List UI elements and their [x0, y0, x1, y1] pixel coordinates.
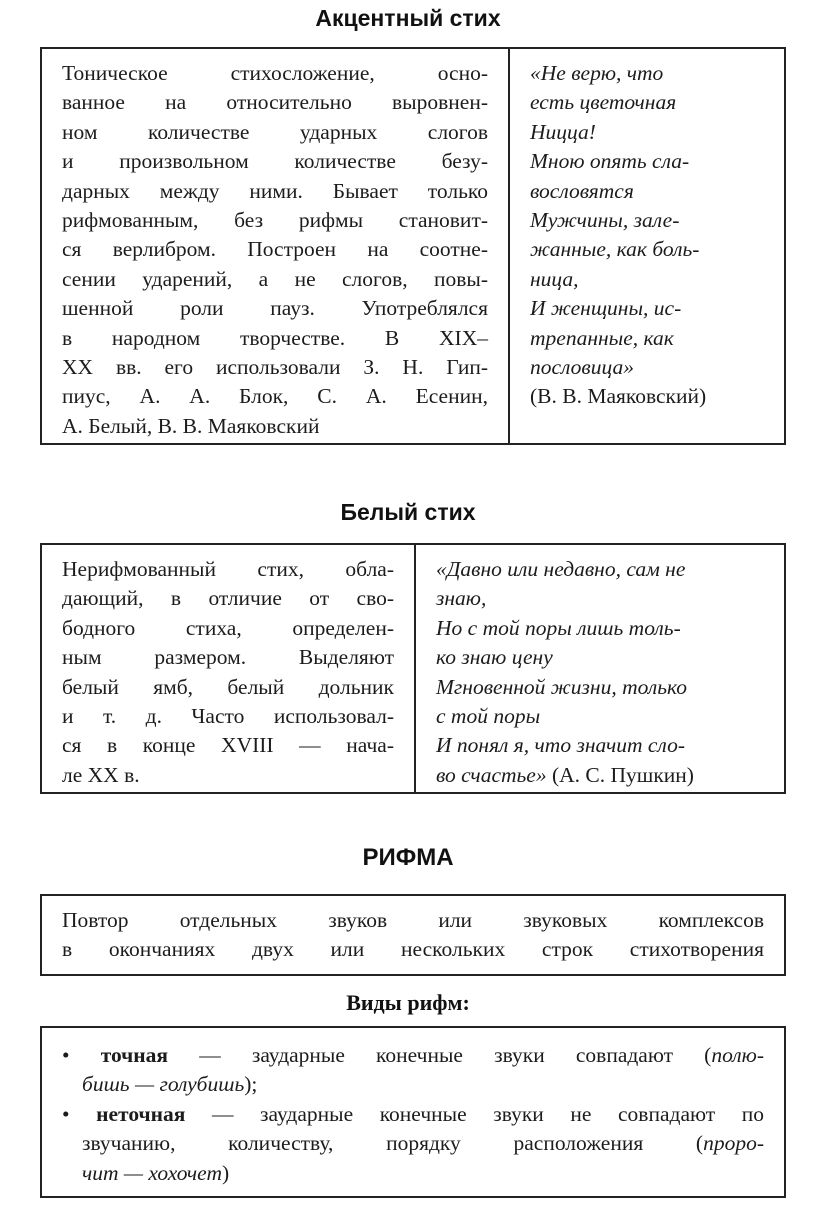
rhyme-kinds-box	[40, 1026, 786, 1198]
definition-line: дарных между ними. Бывает только	[62, 178, 488, 203]
definition-line: в народном творчестве. В XIX–	[62, 325, 488, 350]
rhyme-kind-text: );	[244, 1072, 258, 1097]
example-line: И женщины, ис-	[530, 296, 682, 321]
example-line: «Давно или недавно, сам не	[436, 557, 686, 581]
definition-line: ле XX в.	[62, 762, 140, 787]
blank-verse-definition	[42, 545, 414, 792]
example-line: вословятся	[530, 178, 634, 203]
example-line: Но с той поры лишь толь-	[436, 615, 681, 640]
example-line: Мужчины, зале-	[530, 208, 680, 233]
rhyme-kind-example: бишь — голубишь	[82, 1072, 245, 1097]
rhyme-kind-inexact-cont	[62, 1129, 764, 1158]
rhyme-kind-inexact	[62, 1100, 764, 1129]
accent-verse-table	[40, 47, 786, 445]
definition-line: сении ударений, а не слогов, повы-	[62, 266, 488, 291]
definition-line: Нерифмованный стих, обла-	[62, 557, 394, 581]
example-line: ница,	[530, 266, 579, 291]
definition-line: ся верлибром. Построен на соотне-	[62, 237, 488, 262]
definition-line: А. Белый, В. В. Маяковский	[62, 413, 320, 438]
rhyme-definition-line: в окончаниях двух или нескольких строк стихотворения	[62, 937, 764, 962]
rhyme-kind-example: полю-	[711, 1043, 765, 1067]
bullet: •	[62, 1101, 70, 1126]
definition-line: белый ямб, белый дольник	[62, 674, 394, 699]
rhyme-kind-term: неточная	[96, 1101, 186, 1126]
rhyme-kinds-title: Виды рифм:	[346, 990, 470, 1015]
example-author: (А. С. Пушкин)	[546, 762, 694, 787]
definition-line: ся в конце XVIII — нача-	[62, 733, 394, 758]
blank-verse-example	[416, 545, 784, 792]
example-line: во счастье»	[436, 762, 547, 787]
rhyme-kind-inexact-cont	[62, 1159, 764, 1188]
example-line: жанные, как боль-	[530, 237, 700, 262]
rhyme-kind-term: точная	[100, 1043, 169, 1067]
example-line: И понял я, что значит сло-	[436, 733, 685, 758]
example-line: Мгновенной жизни, только	[436, 674, 687, 699]
accent-verse-example	[510, 49, 784, 443]
example-last-line	[436, 761, 772, 790]
example-line: трепанные, как	[530, 325, 674, 350]
rhyme-kind-example: проро-	[703, 1131, 764, 1156]
example-line: «Не верю, что	[530, 61, 664, 85]
blank-verse-table	[40, 543, 786, 794]
rhyme-kind-example: чит — хохочет	[82, 1160, 222, 1185]
rhyme-kind-text: звучанию, количеству, порядку расположения (	[82, 1131, 704, 1156]
example-line: пословица»	[530, 355, 635, 380]
definition-line: ванное на относительно выровнен-	[62, 90, 488, 115]
rhyme-kind-text: — заударные конечные звуки не совпадают по	[185, 1101, 764, 1126]
definition-line: XX вв. его использовали З. Н. Гип-	[62, 355, 488, 380]
definition-line: Тоническое стихосложение, осно-	[62, 61, 488, 85]
example-author: (В. В. Маяковский)	[530, 384, 707, 409]
example-line: с той поры	[436, 704, 541, 729]
example-line: Мною опять сла-	[530, 149, 690, 174]
example-line: знаю,	[436, 586, 487, 611]
example-line: есть цветочная	[530, 90, 677, 115]
rhyme-title: РИФМА	[362, 844, 454, 871]
definition-line: пиус, А. А. Блок, С. А. Есенин,	[62, 384, 488, 409]
definition-line: рифмованным, без рифмы становит-	[62, 208, 488, 233]
rhyme-kind-text: — заударные конечные звуки совпадают (	[168, 1043, 712, 1067]
example-line: ко знаю цену	[436, 645, 553, 670]
accent-verse-definition	[42, 49, 508, 443]
definition-line: шенной роли пауз. Употреблялся	[62, 296, 488, 321]
blank-verse-title: Белый стих	[340, 499, 476, 525]
definition-line: ным размером. Выделяют	[62, 645, 394, 670]
rhyme-kind-text: )	[221, 1160, 230, 1185]
rhyme-kind-exact-cont	[62, 1070, 764, 1099]
definition-line: дающий, в отличие от сво-	[62, 586, 394, 611]
accent-verse-title: Акцентный стих	[315, 5, 501, 31]
definition-line: и произвольном количестве безу-	[62, 149, 488, 174]
example-line: Ницца!	[530, 119, 596, 144]
bullet: •	[62, 1043, 70, 1067]
definition-line: и т. д. Часто использовал-	[62, 704, 394, 729]
rhyme-definition-box	[40, 894, 786, 976]
rhyme-kind-exact	[62, 1041, 764, 1070]
definition-line: ном количестве ударных слогов	[62, 119, 488, 144]
rhyme-definition-line: Повтор отдельных звуков или звуковых комплексов	[62, 908, 764, 932]
definition-line: бодного стиха, определен-	[62, 615, 394, 640]
